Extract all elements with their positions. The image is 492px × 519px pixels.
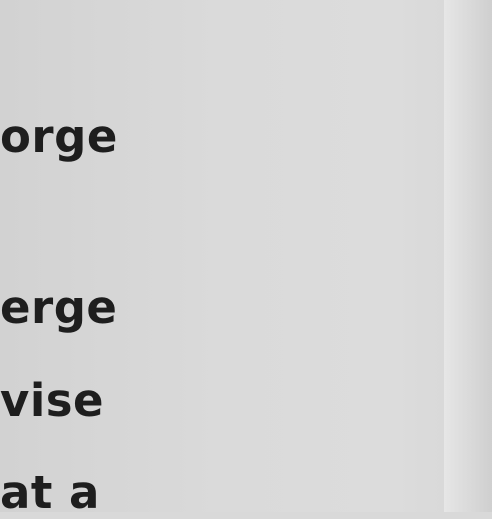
text-line: erge — [0, 281, 118, 334]
text-line: vise — [0, 374, 105, 427]
text-line: orge — [0, 110, 118, 163]
text-line: at a — [0, 466, 100, 519]
page-edge — [444, 0, 492, 512]
